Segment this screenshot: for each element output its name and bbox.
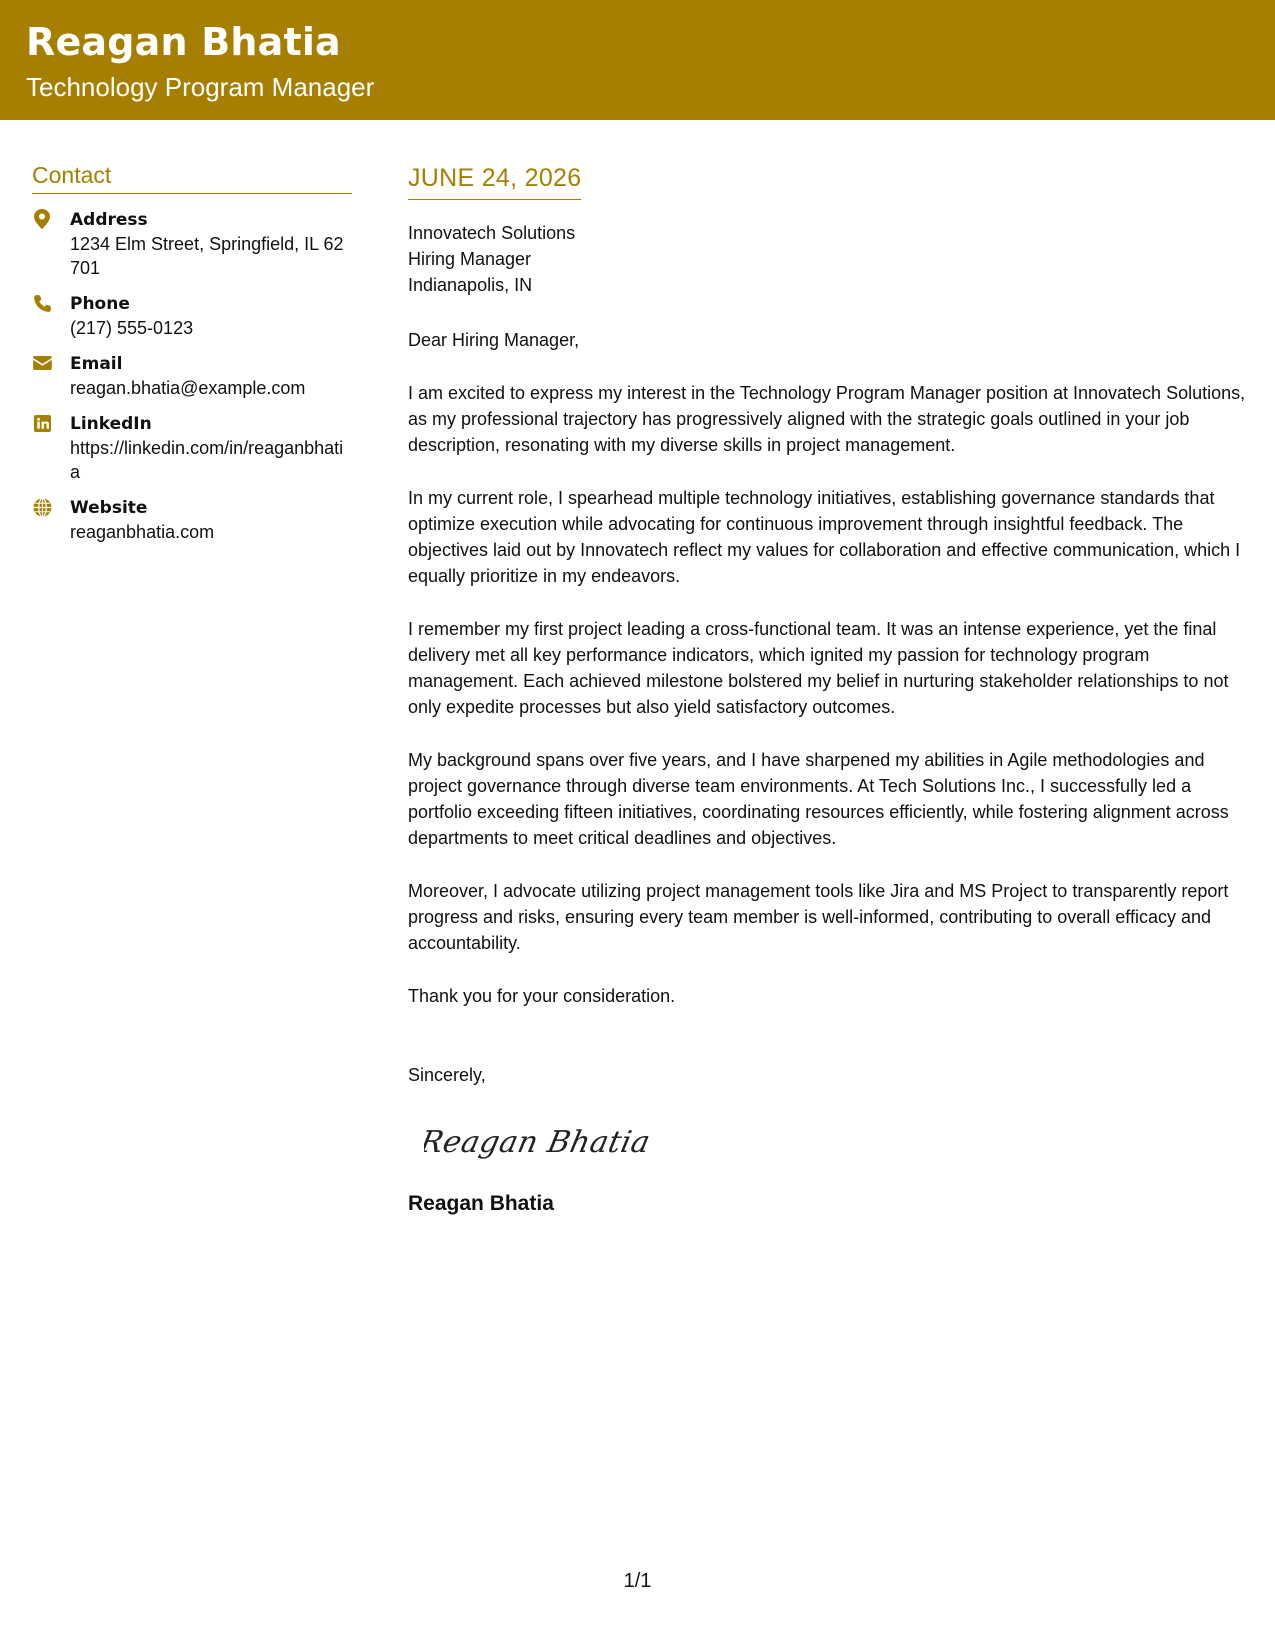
recipient-block — [408, 220, 1248, 298]
contact-sidebar — [32, 162, 352, 556]
linkedin-label: LinkedIn — [70, 414, 152, 434]
paragraph-4: My background spans over five years, and I have sharpened my abilities in Agile methodologies and project governance through diverse team environments. At Tech Solutions Inc., I successfully led a portfolio exceeding fifteen initiatives, coordinating resources efficiently, while fostering alignment across departments to meet critical deadlines and objectives. — [408, 750, 1229, 848]
signoff: Sincerely, — [408, 1065, 486, 1085]
letter-body — [408, 164, 1248, 1218]
recipient-company: Innovatech Solutions — [408, 223, 576, 243]
contact-address — [32, 208, 352, 280]
map-pin-icon — [32, 209, 52, 229]
website-label: Website — [70, 498, 148, 518]
handwritten-signature — [424, 1116, 1248, 1166]
paragraph-1: I am excited to express my interest in the Technology Program Manager position at Innovatech Solutions, as my professional trajectory has progressively aligned with the strategic goals outlined in your job description, resonating with my diverse skills in project management. — [408, 383, 1246, 455]
recipient-location: Indianapolis, IN — [408, 275, 533, 295]
contact-email — [32, 352, 352, 400]
website-value: reaganbhatia.com — [70, 522, 215, 542]
globe-icon — [32, 497, 52, 517]
applicant-name: Reagan Bhatia — [26, 20, 341, 64]
contact-website — [32, 496, 352, 544]
phone-label: Phone — [70, 294, 130, 314]
email-label: Email — [70, 354, 123, 374]
linkedin-icon — [32, 413, 52, 433]
linkedin-value: https://linkedin.com/in/reaganbhatia — [70, 438, 344, 482]
header-banner — [0, 0, 1275, 120]
address-label: Address — [70, 210, 148, 230]
contact-phone — [32, 292, 352, 340]
phone-icon — [32, 293, 52, 313]
job-title: Technology Program Manager — [26, 72, 375, 102]
salutation: Dear Hiring Manager, — [408, 330, 580, 350]
paragraph-5: Moreover, I advocate utilizing project management tools like Jira and MS Project to transparently report progress and risks, ensuring every team member is well-informed, contributing to overall efficacy and accountability. — [408, 881, 1229, 953]
paragraph-2: In my current role, I spearhead multiple technology initiatives, establishing governance standards that optimize execution while advocating for continuous improvement through insightful feedback. The objectives laid out by Innovatech reflect my values for collaboration and effective communication, which I equally prioritize in my endeavors. — [408, 488, 1241, 586]
page-number: 1/1 — [623, 1570, 652, 1592]
closing-line: Thank you for your consideration. — [408, 986, 676, 1006]
envelope-icon — [32, 353, 52, 373]
contact-linkedin — [32, 412, 352, 484]
phone-value: (217) 555-0123 — [70, 318, 194, 338]
address-value: 1234 Elm Street, Springfield, IL 62701 — [70, 234, 344, 278]
recipient-title: Hiring Manager — [408, 249, 532, 269]
contact-section-title: Contact — [32, 162, 352, 194]
signer-name: Reagan Bhatia — [408, 1192, 554, 1215]
email-value: reagan.bhatia@example.com — [70, 378, 306, 398]
paragraph-3: I remember my first project leading a cross-functional team. It was an intense experience, yet the final delivery met all key performance indicators, which ignited my passion for technology program management. Each achieved milestone bolstered my belief in nurturing stakeholder relationships to not only expedite processes but also yield satisfactory outcomes. — [408, 619, 1229, 717]
svg-text:Reagan Bhatia: Reagan Bhatia — [424, 1125, 654, 1160]
letter-date: JUNE 24, 2026 — [408, 164, 581, 200]
